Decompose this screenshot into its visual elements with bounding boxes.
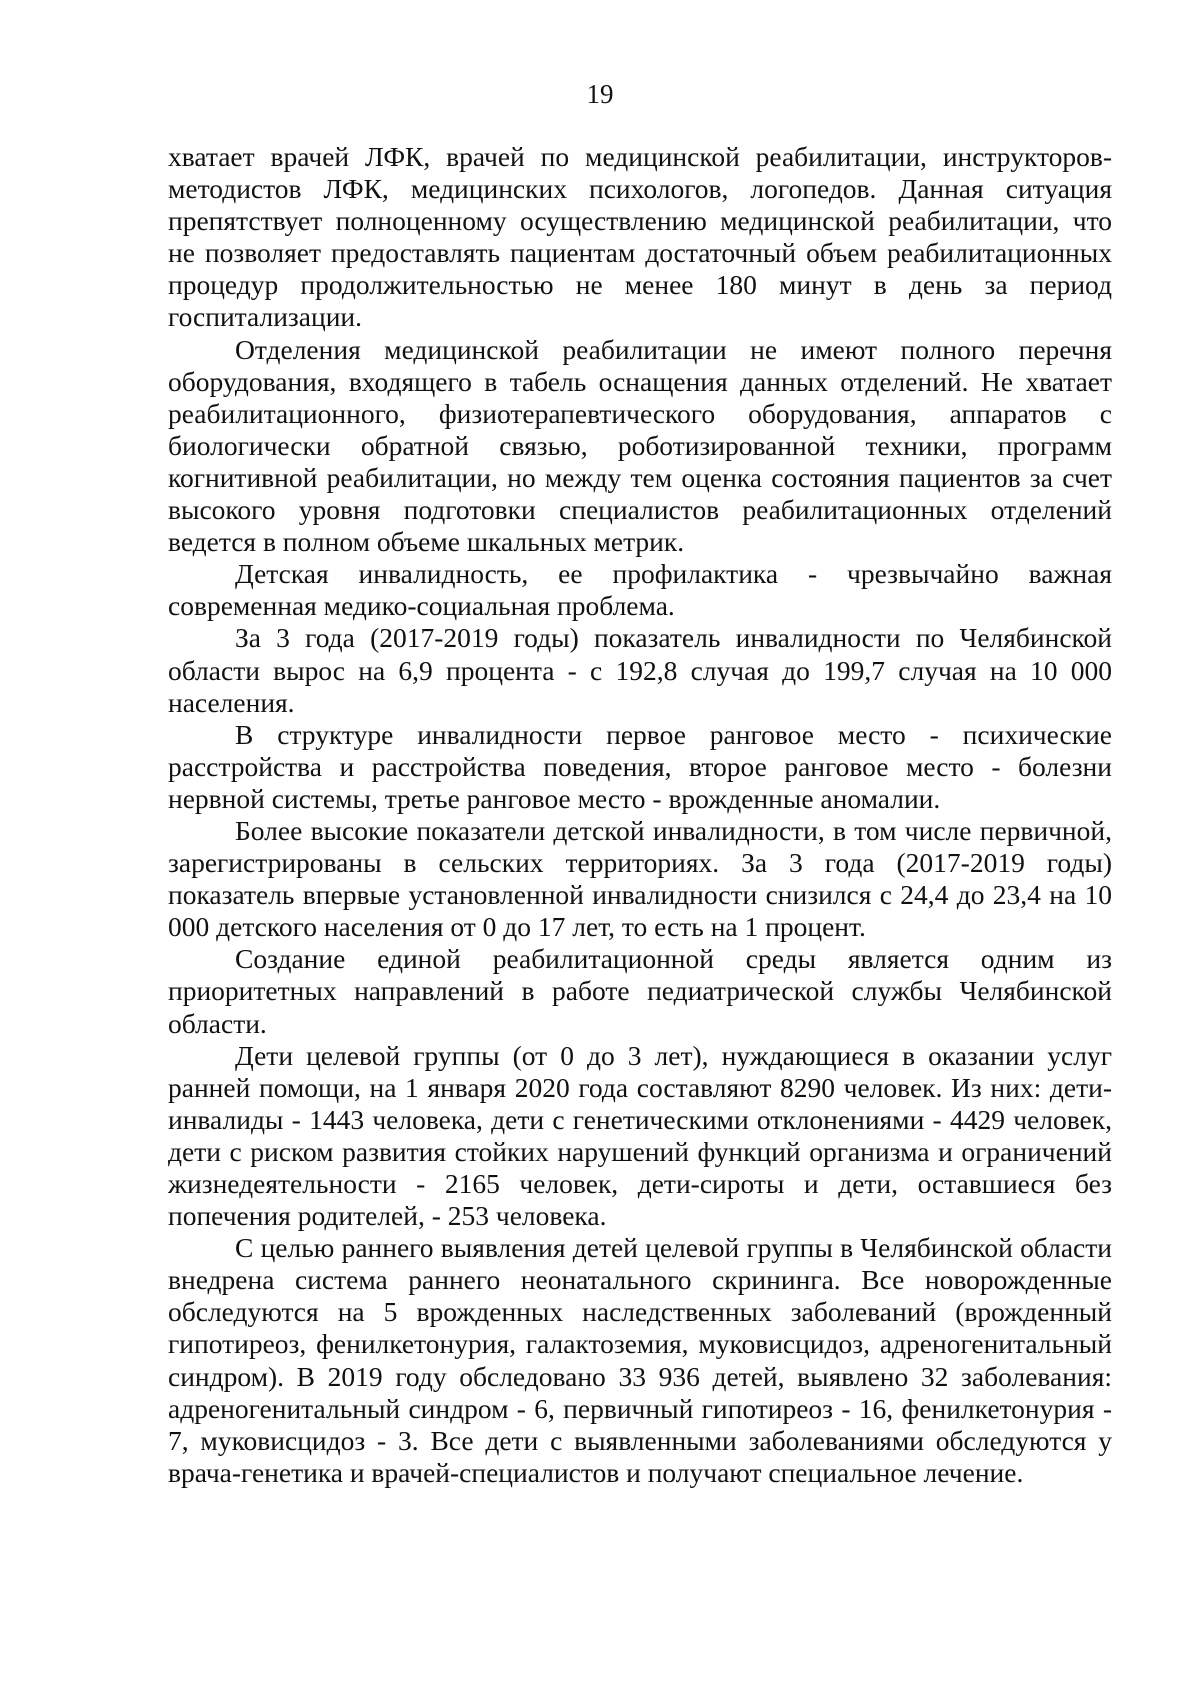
document-body	[168, 141, 1112, 1489]
paragraph-target-group: Дети целевой группы (от 0 до 3 лет), нуждающиеся в оказании услуг ранней помощи, на 1 января 2020 года составляют 8290 человек. Из них: дети-инвалиды - 1443 человека, дети с генетическими отклонениями - 4429 человек, дети с риском развития стойких нарушений функций организма и ограничений жизнедеятельности - 2165 человек, дети-сироты и дети, оставшиеся без попечения родителей, - 253 человека.	[168, 1039, 1112, 1232]
paragraph-rehab-equipment: Отделения медицинской реабилитации не имеют полного перечня оборудования, входящего в табель оснащения данных отделений. Не хватает реабилитационного, физиотерапевтического оборудования, аппаратов с биологически обратной связью, роботизированной техники, программ когнитивной реабилитации, но между тем оценка состояния пациентов за счет высокого уровня подготовки специалистов реабилитационных отделений ведется в полном объеме шкальных метрик.	[168, 333, 1112, 558]
page-number: 19	[586, 79, 614, 109]
paragraph-rural-indicators: Более высокие показатели детской инвалидности, в том числе первичной, зарегистрированы в сельских территориях. За 3 года (2017-2019 годы) показатель впервые установленной инвалидности снизился с 24,4 до 23,4 на 10 000 детского населения от 0 до 17 лет, то есть на 1 процент.	[168, 814, 1112, 943]
paragraph-continuation: хватает врачей ЛФК, врачей по медицинской реабилитации, инструкторов-методистов ЛФК, медицинских психологов, логопедов. Данная ситуация препятствует полноценному осуществлению медицинской реабилитации, что не позволяет предоставлять пациентам достаточный объем реабилитационных процедур продолжительностью не менее 180 минут в день за период госпитализации.	[168, 141, 1112, 333]
paragraph-disability-rate: За 3 года (2017-2019 годы) показатель инвалидности по Челябинской области вырос на 6,9 процента - с 192,8 случая до 199,7 случая на 10 000 населения.	[168, 622, 1112, 718]
paragraph-child-disability: Детская инвалидность, ее профилактика - чрезвычайно важная современная медико-социальная проблема.	[168, 558, 1112, 622]
paragraph-disability-structure: В структуре инвалидности первое ранговое место - психические расстройства и расстройства поведения, второе ранговое место - болезни нервной системы, третье ранговое место - врожденные аномалии.	[168, 718, 1112, 814]
paragraph-neonatal-screening: С целью раннего выявления детей целевой группы в Челябинской области внедрена система раннего неонатального скрининга. Все новорожденные обследуются на 5 врожденных наследственных заболеваний (врожденный гипотиреоз, фенилкетонурия, галактоземия, муковисцидоз, адреногенитальный синдром). В 2019 году обследовано 33 936 детей, выявлено 32 заболевания: адреногенитальный синдром - 6, первичный гипотиреоз - 16, фенилкетонурия - 7, муковисцидоз - 3. Все дети с выявленными заболеваниями обследуются у врача-генетика и врачей-специалистов и получают специальное лечение.	[168, 1232, 1112, 1488]
paragraph-rehab-environment: Создание единой реабилитационной среды является одним из приоритетных направлений в работе педиатрической службы Челябинской области.	[168, 943, 1112, 1039]
